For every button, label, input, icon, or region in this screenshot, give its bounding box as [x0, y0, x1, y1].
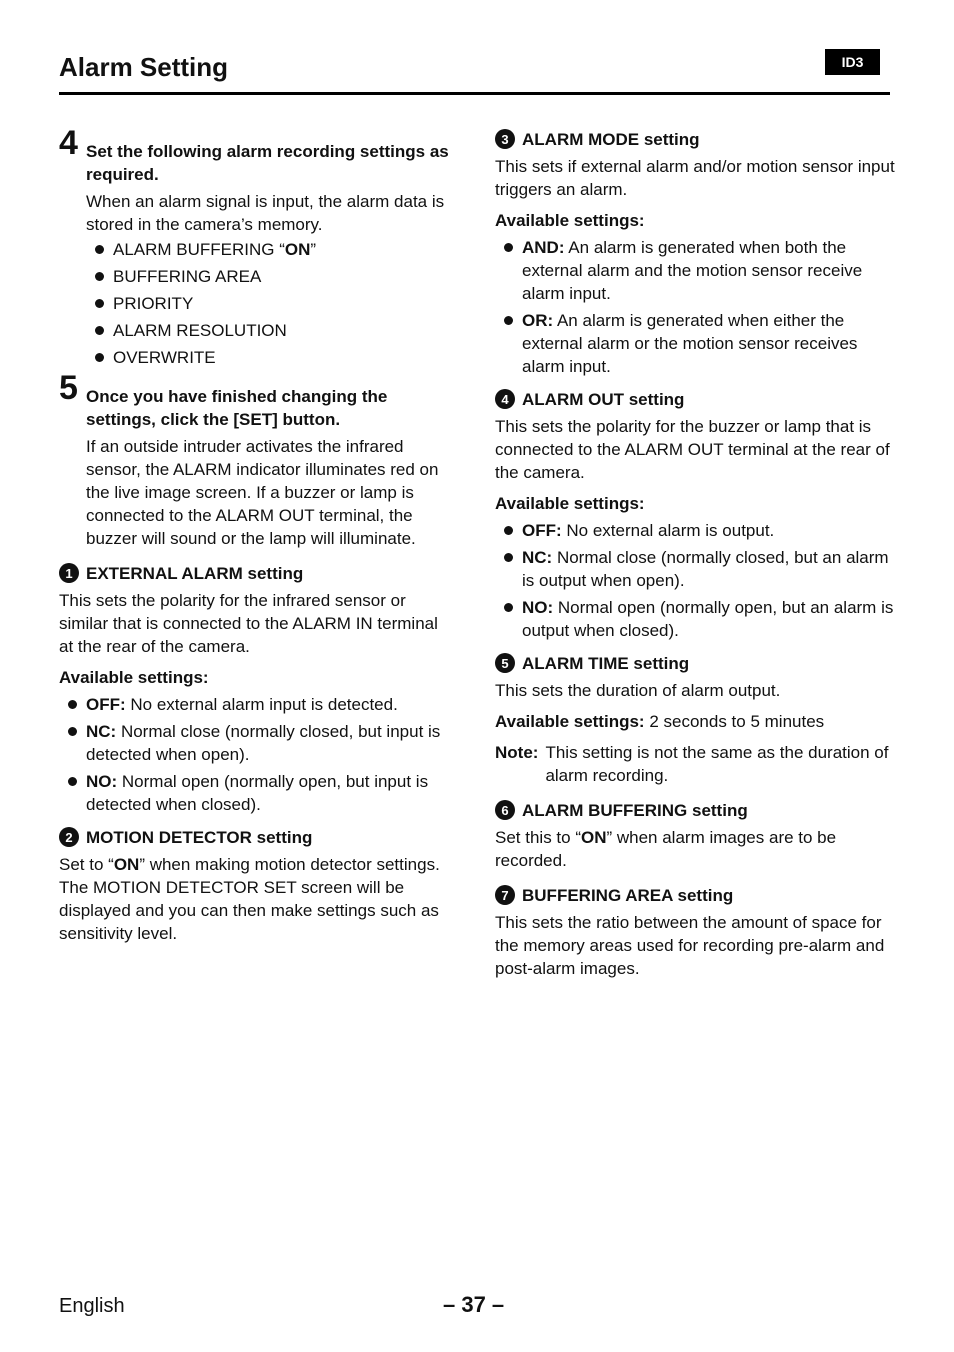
number-circle-icon: 5: [495, 653, 515, 673]
list-item: OR: An alarm is generated when either the external alarm or the motion sensor receives alarm input.: [495, 309, 895, 378]
list-item: OVERWRITE: [86, 346, 454, 369]
footer-language: English: [59, 1295, 125, 1317]
note: [495, 741, 895, 787]
section-heading: 2 MOTION DETECTOR setting: [59, 826, 454, 849]
section-heading: 4 ALARM OUT setting: [495, 388, 895, 411]
right-column: [495, 128, 895, 980]
section-body: Set to “ON” when making motion detector settings. The MOTION DETECTOR SET screen will be displayed and you can then make settings such as sensitivity level.: [59, 855, 440, 943]
section-heading: 1 EXTERNAL ALARM setting: [59, 562, 454, 585]
section-motion-detector: [59, 826, 454, 945]
list-item: AND: An alarm is generated when both the external alarm and the motion sensor receive alarm input.: [495, 236, 895, 305]
section-body: This sets the duration of alarm output.: [495, 681, 781, 700]
number-circle-icon: 1: [59, 563, 79, 583]
step-4: [59, 124, 454, 369]
setting-list: [86, 238, 454, 369]
note-label: Note:: [495, 743, 539, 762]
section-alarm-mode: [495, 128, 895, 378]
model-badge: ID3: [825, 49, 880, 75]
setting-list: [495, 236, 895, 378]
step-heading: Once you have finished changing the settings, click the [SET] button.: [86, 387, 388, 429]
note-text: This setting is not the same as the duration of alarm recording.: [545, 743, 889, 785]
step-body: When an alarm signal is input, the alarm data is stored in the camera’s memory.: [86, 192, 445, 234]
number-circle-icon: 3: [495, 129, 515, 149]
number-circle-icon: 4: [495, 389, 515, 409]
step-number: 5: [59, 369, 78, 407]
number-circle-icon: 6: [495, 800, 515, 820]
step-body: If an outside intruder activates the infrared sensor, the ALARM indicator illuminates red on the live image screen. If a buzzer or lamp is connected to the ALARM OUT terminal, the buzzer will sound or the lamp will illuminate.: [86, 437, 439, 548]
section-heading: 7 BUFFERING AREA setting: [495, 884, 895, 907]
section-heading: 3 ALARM MODE setting: [495, 128, 895, 151]
setting-list: [495, 519, 895, 642]
number-circle-icon: 2: [59, 827, 79, 847]
step-5: [59, 369, 454, 550]
header-rule: [59, 92, 890, 95]
section-body: This sets the polarity for the infrared sensor or similar that is connected to the ALARM IN terminal at the rear of the camera.: [59, 591, 438, 656]
section-heading: 5 ALARM TIME setting: [495, 652, 895, 675]
section-body: This sets if external alarm and/or motion sensor input triggers an alarm.: [495, 157, 895, 199]
list-item: OFF: No external alarm is output.: [495, 519, 895, 542]
list-item: ALARM RESOLUTION: [86, 319, 454, 342]
list-item: OFF: No external alarm input is detected.: [59, 693, 454, 716]
list-item: NO: Normal open (normally open, but an alarm is output when closed).: [495, 596, 895, 642]
available-settings-line: Available settings: 2 seconds to 5 minutes: [495, 712, 825, 731]
page-number: – 37 –: [443, 1292, 505, 1317]
section-body: This sets the ratio between the amount of space for the memory areas used for recording pre-alarm and post-alarm images.: [495, 913, 885, 978]
step-number: 4: [59, 124, 78, 162]
section-heading: 6 ALARM BUFFERING setting: [495, 799, 895, 822]
list-item: NC: Normal close (normally closed, but an alarm is output when open).: [495, 546, 895, 592]
list-item: ALARM BUFFERING “ON”: [86, 238, 454, 261]
available-settings-label: Available settings:: [495, 494, 645, 513]
list-item: BUFFERING AREA: [86, 265, 454, 288]
left-column: [59, 124, 454, 945]
available-settings-label: Available settings:: [59, 668, 209, 687]
page-title: Alarm Setting: [59, 52, 229, 82]
available-settings-label: Available settings:: [495, 211, 645, 230]
section-body: Set this to “ON” when alarm images are to be recorded.: [495, 828, 837, 870]
list-item: PRIORITY: [86, 292, 454, 315]
section-alarm-time: [495, 652, 895, 787]
number-circle-icon: 7: [495, 885, 515, 905]
list-item: NC: Normal close (normally closed, but input is detected when open).: [59, 720, 454, 766]
setting-list: [59, 693, 454, 816]
section-alarm-out: [495, 388, 895, 642]
section-alarm-buffering: [495, 799, 895, 872]
step-heading: Set the following alarm recording settings as required.: [86, 142, 449, 184]
section-buffering-area: [495, 884, 895, 980]
section-body: This sets the polarity for the buzzer or lamp that is connected to the ALARM OUT terminal at the rear of the camera.: [495, 417, 890, 482]
section-external-alarm: [59, 562, 454, 816]
list-item: NO: Normal open (normally open, but input is detected when closed).: [59, 770, 454, 816]
